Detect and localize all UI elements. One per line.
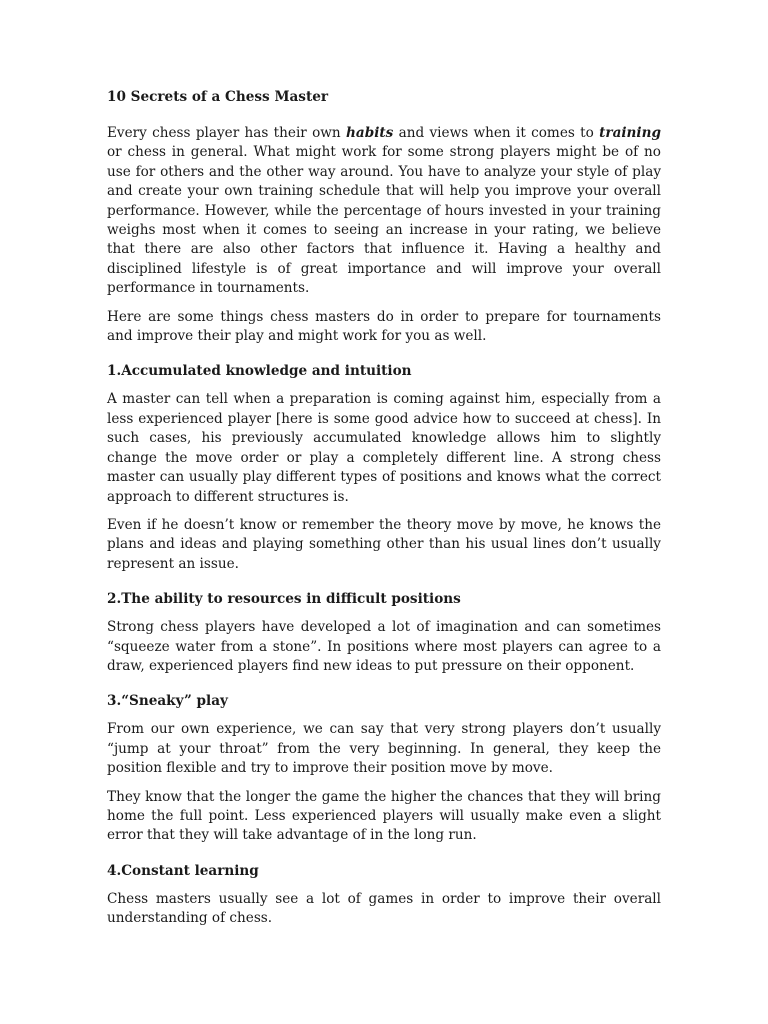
section-3-paragraph-2: They know that the longer the game the higher the chances that they will bring home the full point. Less experienced players will usually make even a slight error that they will take advantage of in the long run. [107, 788, 661, 844]
training-emphasis: training [599, 125, 661, 141]
intro-text-2: and views when it comes to [393, 125, 600, 141]
section-heading-2: 2.The ability to resources in difficult positions [107, 591, 461, 608]
section-heading-1: 1.Accumulated knowledge and intuition [107, 363, 412, 380]
intro-text-3: or chess in general. What might work for some strong players might be of no use for others and the other way around. You have to analyze your style of play and create your own training schedule that will help you improve your overall performance. However, while the percentage of hours invested in your training weighs most when it comes to seeing an increase in your rating, we believe that there are also other factors that influence it. Having a healthy and disciplined lifestyle is of great importance and will improve your overall performance in tournaments. [107, 144, 661, 297]
intro-paragraph-2: Here are some things chess masters do in order to prepare for tournaments and improve their play and might work for you as well. [107, 308, 661, 345]
section-1-paragraph-1: A master can tell when a preparation is coming against him, especially from a less experienced player [here is some good advice how to succeed at chess]. In such cases, his previously accumulated knowledge allows him to slightly change the move order or play a completely different line. A strong chess master can usually play different types of positions and knows what the correct approach to different structures is. [107, 391, 661, 505]
section-3-paragraph-1: From our own experience, we can say that very strong players don’t usually “jump at your throat” from the very beginning. In general, they keep the position flexible and try to improve their position move by move. [107, 721, 661, 777]
section-heading-3: 3.“Sneaky” play [107, 693, 228, 710]
intro-text-1: Every chess player has their own [107, 125, 346, 141]
section-heading-4: 4.Constant learning [107, 862, 259, 879]
section-4-paragraph-1: Chess masters usually see a lot of games in order to improve their overall understanding of chess. [107, 890, 661, 927]
habits-emphasis: habits [346, 125, 394, 141]
section-2-paragraph-1: Strong chess players have developed a lot of imagination and can sometimes “squeeze water from a stone”. In positions where most players can agree to a draw, experienced players find new ideas to put pressure on their opponent. [107, 619, 661, 674]
intro-paragraph [107, 124, 661, 299]
document-page [107, 88, 661, 938]
document-title: 10 Secrets of a Chess Master [107, 89, 329, 105]
section-1-paragraph-2: Even if he doesn’t know or remember the theory move by move, he knows the plans and ideas and playing something other than his usual lines don’t usually represent an issue. [107, 516, 661, 572]
